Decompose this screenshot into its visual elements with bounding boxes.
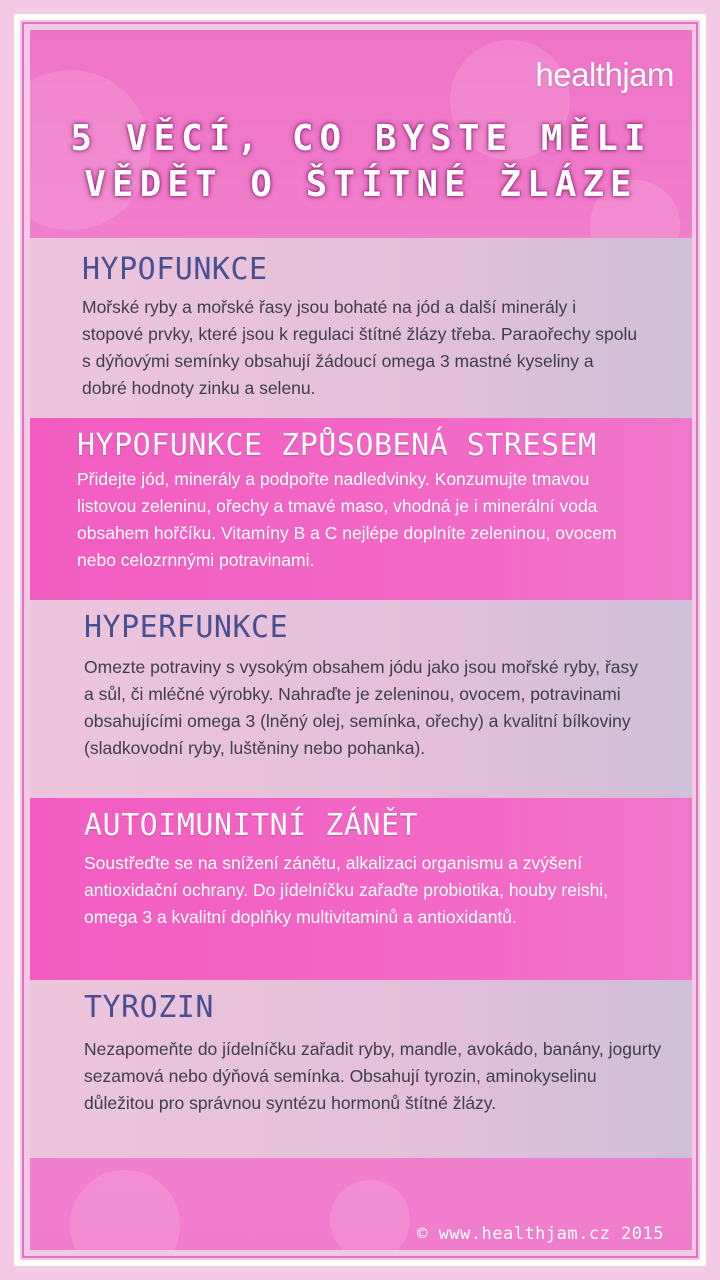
section-hypofunkce-stres xyxy=(30,418,692,600)
title-line-2: VĚDĚT O ŠTÍTNÉ ŽLÁZE xyxy=(84,164,638,205)
section-text: Mořské ryby a mořské řasy jsou bohaté na jód a další minerály i stopové prvky, které jsou k regulaci štítné žlázy třeba. Paraořechy spolu s dýňovými semínky obsahují žádoucí omega 3 mastné kyseliny a dobré hodnoty zinku a selenu. xyxy=(82,297,638,398)
section-heading: AUTOIMUNITNÍ ZÁNĚT xyxy=(84,808,419,843)
section-hyperfunkce xyxy=(30,600,692,798)
section-text: Omezte potraviny s vysokým obsahem jódu jako jsou mořské ryby, řasy a sůl, či mléčné výrobky. Nahraďte je zeleninou, ovocem, potravinami obsahujícími omega 3 (lněný olej, semínka, ořechy) a kvalitní bílkoviny (sladkovodní ryby, luštěniny nebo pohanka). xyxy=(84,657,639,758)
title-line-1: 5 VĚCÍ, CO BYSTE MĚLI xyxy=(70,118,652,159)
flower-decoration xyxy=(70,1170,180,1250)
section-autoimunitni-zanet xyxy=(30,798,692,980)
page-title xyxy=(30,116,692,208)
brand-logo: healthjam xyxy=(535,56,674,93)
section-hypofunkce xyxy=(30,238,692,418)
section-heading: HYPOFUNKCE ZPŮSOBENÁ STRESEM xyxy=(77,428,597,463)
section-heading: HYPERFUNKCE xyxy=(84,610,289,645)
section-text: Soustřeďte se na snížení zánětu, alkalizaci organismu a zvýšení antioxidační ochrany. Do jídelníčku zařaďte probiotika, houby reishi, omega 3 a kvalitní doplňky multivitaminů a antioxidantů. xyxy=(84,853,609,927)
section-text: Nezapomeňte do jídelníčku zařadit ryby, mandle, avokádo, banány, jogurty sezamová nebo dýňová semínka. Obsahují tyrozin, aminokyselinu důležitou pro správnou syntézu hormonů štítné žlázy. xyxy=(84,1039,662,1113)
copyright-footer: © www.healthjam.cz 2015 xyxy=(417,1224,664,1244)
section-heading: HYPOFUNKCE xyxy=(82,252,268,287)
section-tyrozin xyxy=(30,980,692,1158)
section-heading: TYROZIN xyxy=(84,990,214,1025)
section-text: Přidejte jód, minerály a podpořte nadledvinky. Konzumujte tmavou listovou zeleninu, ořechy a tmavé maso, vhodná je i minerální voda obsahem hořčíku. Vitamíny B a C nejlépe doplníte zeleninou, ovocem nebo celozrnnými potravinami. xyxy=(77,469,617,570)
flower-decoration xyxy=(330,1180,410,1250)
